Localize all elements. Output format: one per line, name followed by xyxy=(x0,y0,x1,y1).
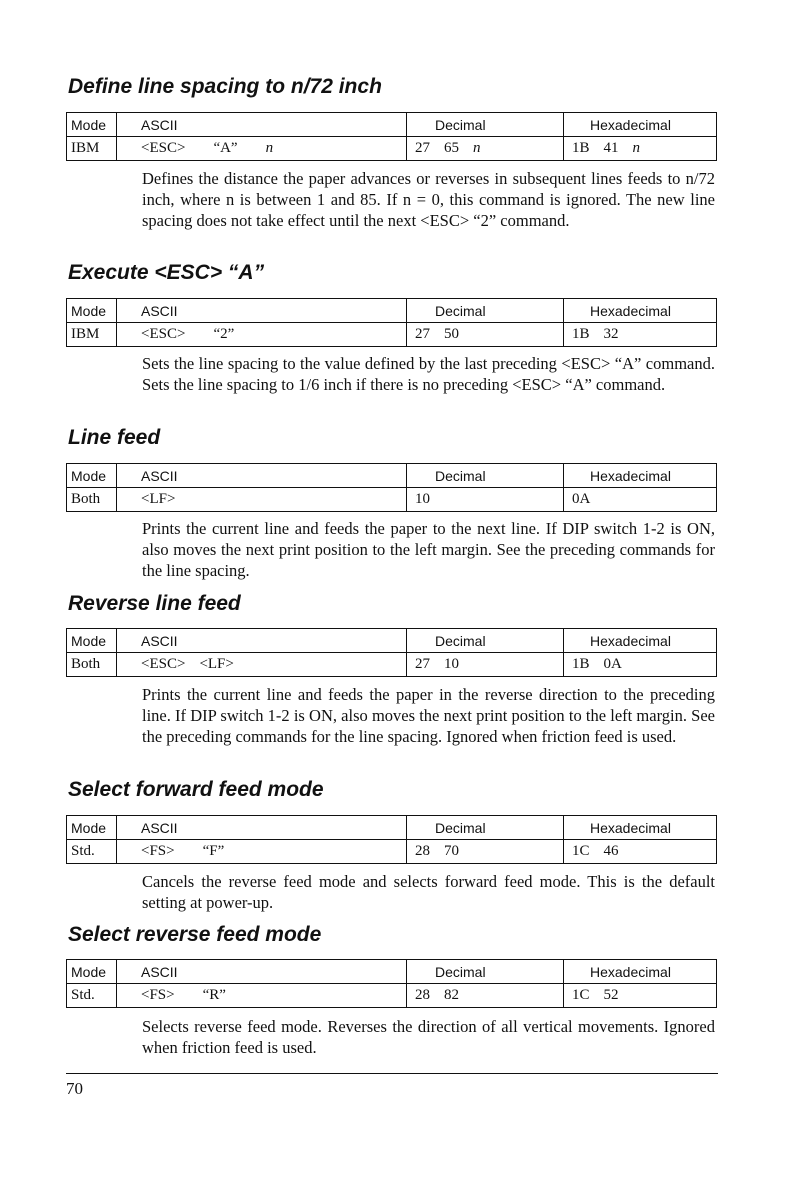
mode-cell: IBM xyxy=(67,323,117,347)
decimal-cell xyxy=(407,488,564,512)
ascii-code: “2” xyxy=(213,326,235,342)
section-title: Line feed xyxy=(68,426,161,449)
ascii-param: n xyxy=(265,140,274,156)
hex-value: 46 xyxy=(603,843,619,859)
ascii-cell xyxy=(117,137,407,161)
decimal-value: 27 xyxy=(415,656,430,672)
decimal-value: 28 xyxy=(415,987,430,1003)
hexadecimal-header: Hexadecimal xyxy=(564,464,717,488)
table-header-row xyxy=(67,464,717,488)
footer-rule xyxy=(66,1073,718,1074)
page-number: 70 xyxy=(66,1079,83,1098)
table-row xyxy=(67,984,717,1008)
section-description: Prints the current line and feeds the paper in the reverse direction to the preceding line. If DIP switch 1-2 is ON, also moves the next print position to the left margin. See the preceding commands for the line spacing. Ignored when friction feed is used. xyxy=(142,685,715,746)
ascii-code: “A” xyxy=(213,140,238,156)
hex-value: 41 xyxy=(603,140,619,156)
ascii-code: “F” xyxy=(202,843,225,859)
decimal-cell xyxy=(407,840,564,864)
mode-header: Mode xyxy=(67,299,117,323)
ascii-code: <LF> xyxy=(141,491,176,507)
hex-value: 1B xyxy=(572,140,590,156)
ascii-header: ASCII xyxy=(117,299,407,323)
hex-value: 1B xyxy=(572,656,590,672)
ascii-code: “R” xyxy=(202,987,226,1003)
mode-header: Mode xyxy=(67,464,117,488)
hex-value: 32 xyxy=(603,326,619,342)
section-description: Sets the line spacing to the value defined by the last preceding <ESC> “A” command. Sets the line spacing to 1/6 inch if there is no preceding <ESC> “A” command. xyxy=(142,354,715,394)
section-title: Select forward feed mode xyxy=(68,778,324,801)
table-header-row xyxy=(67,113,717,137)
command-table xyxy=(66,959,717,1008)
hex-cell xyxy=(564,323,717,347)
decimal-header: Decimal xyxy=(407,113,564,137)
ascii-code: <FS> xyxy=(141,843,175,859)
mode-cell: Both xyxy=(67,653,117,677)
table-row xyxy=(67,323,717,347)
hexadecimal-header: Hexadecimal xyxy=(564,113,717,137)
decimal-value: 10 xyxy=(444,656,459,672)
mode-header: Mode xyxy=(67,960,117,984)
mode-cell: Both xyxy=(67,488,117,512)
ascii-header: ASCII xyxy=(117,629,407,653)
ascii-code: <LF> xyxy=(199,656,234,672)
hex-param: n xyxy=(632,140,641,156)
section-description: Defines the distance the paper advances or reverses in subsequent lines feeds to n/72 inch, where n is between 1 and 85. If n = 0, this command is ignored. The new line spacing does not take effect until the next <ESC> “2” command. xyxy=(142,169,715,230)
ascii-code: <ESC> xyxy=(141,326,186,342)
ascii-cell xyxy=(117,653,407,677)
command-table xyxy=(66,628,717,677)
mode-header: Mode xyxy=(67,629,117,653)
ascii-header: ASCII xyxy=(117,960,407,984)
mode-cell: IBM xyxy=(67,137,117,161)
section-title: Reverse line feed xyxy=(68,592,241,615)
hexadecimal-header: Hexadecimal xyxy=(564,299,717,323)
hexadecimal-header: Hexadecimal xyxy=(564,960,717,984)
decimal-value: 50 xyxy=(444,326,459,342)
hex-value: 0A xyxy=(572,491,591,507)
table-header-row xyxy=(67,960,717,984)
table-header-row xyxy=(67,816,717,840)
section-title: Define line spacing to n/72 inch xyxy=(68,75,382,98)
section-description: Cancels the reverse feed mode and selects forward feed mode. This is the default setting at power-up. xyxy=(142,872,715,912)
command-table xyxy=(66,463,717,512)
hex-value: 1C xyxy=(572,843,590,859)
hex-cell xyxy=(564,137,717,161)
ascii-code: <ESC> xyxy=(141,140,186,156)
table-row xyxy=(67,137,717,161)
hex-cell xyxy=(564,984,717,1008)
hex-value: 1B xyxy=(572,326,590,342)
decimal-header: Decimal xyxy=(407,464,564,488)
hexadecimal-header: Hexadecimal xyxy=(564,629,717,653)
section-description: Prints the current line and feeds the paper to the next line. If DIP switch 1-2 is ON, also moves the next print position to the left margin. See the preceding commands for the line spacing. xyxy=(142,519,715,580)
mode-cell: Std. xyxy=(67,984,117,1008)
mode-cell: Std. xyxy=(67,840,117,864)
command-table xyxy=(66,298,717,347)
table-header-row xyxy=(67,629,717,653)
command-table xyxy=(66,815,717,864)
decimal-value: 65 xyxy=(444,140,459,156)
decimal-header: Decimal xyxy=(407,816,564,840)
section-title: Select reverse feed mode xyxy=(68,923,322,946)
table-header-row xyxy=(67,299,717,323)
decimal-header: Decimal xyxy=(407,629,564,653)
decimal-header: Decimal xyxy=(407,299,564,323)
table-row xyxy=(67,653,717,677)
ascii-header: ASCII xyxy=(117,816,407,840)
table-row xyxy=(67,488,717,512)
decimal-value: 82 xyxy=(444,987,459,1003)
ascii-cell xyxy=(117,323,407,347)
ascii-code: <FS> xyxy=(141,987,175,1003)
table-row xyxy=(67,840,717,864)
hex-value: 0A xyxy=(603,656,622,672)
hex-cell xyxy=(564,488,717,512)
hex-value: 1C xyxy=(572,987,590,1003)
decimal-cell xyxy=(407,137,564,161)
decimal-header: Decimal xyxy=(407,960,564,984)
hex-cell xyxy=(564,840,717,864)
ascii-code: <ESC> xyxy=(141,656,186,672)
hex-cell xyxy=(564,653,717,677)
hex-value: 52 xyxy=(603,987,619,1003)
decimal-cell xyxy=(407,984,564,1008)
decimal-value: 27 xyxy=(415,140,430,156)
ascii-header: ASCII xyxy=(117,113,407,137)
decimal-value: 70 xyxy=(444,843,459,859)
command-table xyxy=(66,112,717,161)
mode-header: Mode xyxy=(67,816,117,840)
decimal-value: 27 xyxy=(415,326,430,342)
decimal-cell xyxy=(407,323,564,347)
section-description: Selects reverse feed mode. Reverses the direction of all vertical movements. Ignored when friction feed is used. xyxy=(142,1017,715,1057)
decimal-value: 10 xyxy=(415,491,430,507)
decimal-value: 28 xyxy=(415,843,430,859)
ascii-cell xyxy=(117,840,407,864)
decimal-cell xyxy=(407,653,564,677)
decimal-param: n xyxy=(473,140,481,156)
ascii-cell xyxy=(117,488,407,512)
ascii-header: ASCII xyxy=(117,464,407,488)
section-title: Execute <ESC> “A” xyxy=(68,261,265,284)
ascii-cell xyxy=(117,984,407,1008)
hexadecimal-header: Hexadecimal xyxy=(564,816,717,840)
mode-header: Mode xyxy=(67,113,117,137)
